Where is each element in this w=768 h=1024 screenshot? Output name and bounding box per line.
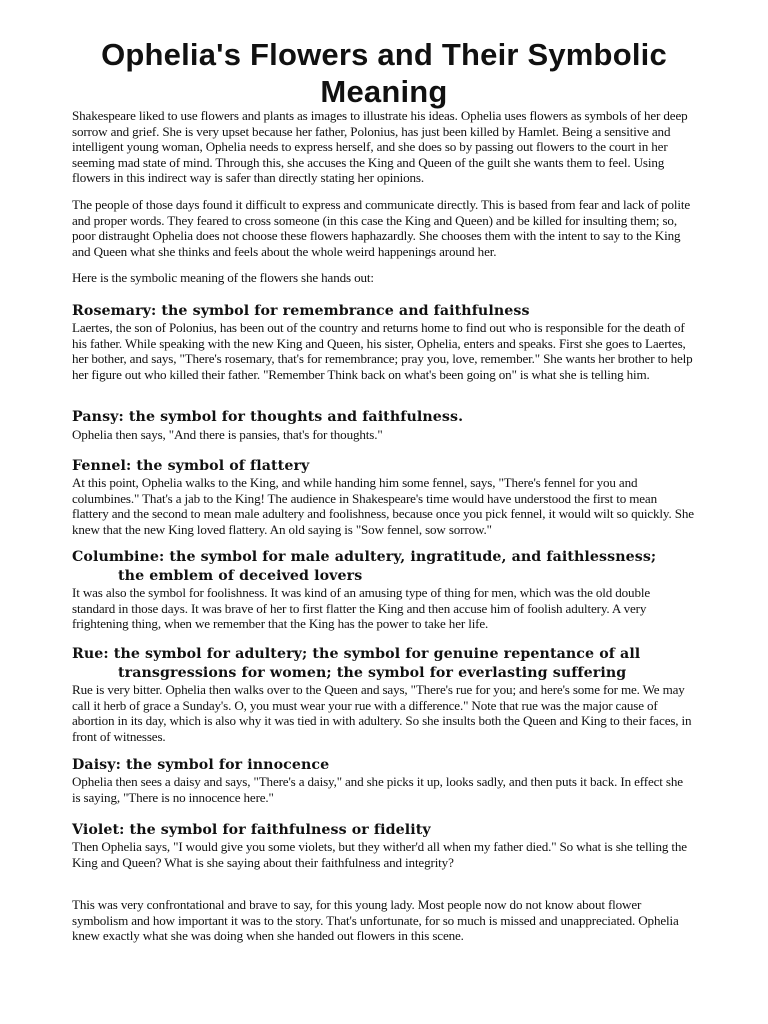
section-heading-violet <box>72 821 712 840</box>
section-body-rue: Rue is very bitter. Ophelia then walks over to the Queen and says, "There's rue for you; and here's some for me. We may call it herb of grace a Sunday's. O, you must wear your rue with a difference." Note that rue was the major cause of abortion in its day, which is also why it was tied in with adultery. So she insults both the Queen and King to their faces, in front of witnesses. <box>72 682 692 744</box>
page-title: Ophelia's Flowers and Their Symbolic Meaning <box>101 37 667 109</box>
section-body-rosemary: Laertes, the son of Polonius, has been out of the country and returns home to find out who is responsible for the death of his father. While speaking with the new King and Queen, his sister, Ophelia, enters and speaks. First she goes to Laertes, her bother, and says, "There's rosemary, that's for remembrance; pray you, love, remember." She wants her brother to help her figure out who killed their father. "Remember Think back on what's been going on" is what she is telling him. <box>72 320 693 382</box>
section-body-fennel: At this point, Ophelia walks to the King, and while handing him some fennel, says, "There's fennel for you and columbines." That's a jab to the King! The audience in Shakespeare's time would have understood the first to mean flattery and the second to mean male adultery and foolishness, because once you pick fennel, it would wilt so quickly. She knew that the new King loved flattery. An old saying is "Sow fennel, sow sorrow." <box>72 475 694 537</box>
section-heading-rosemary <box>72 302 712 321</box>
section-heading-fennel <box>72 457 712 476</box>
intro-paragraph: Here is the symbolic meaning of the flowers she hands out: <box>72 270 374 285</box>
intro-paragraph: Shakespeare liked to use flowers and plants as images to illustrate his ideas. Ophelia uses flowers as symbols of her deep sorrow and grief. She is very upset because her father, Polonius, has just been killed by Hamlet. Being a sensitive and intelligent young woman, Ophelia needs to express herself, and she does so by passing out flowers to the court in her seeming mad state of mind. Through this, she accuses the King and Queen of the guilt she wants them to feel. Using flowers in this indirect way is safer than directly stating her opinions. <box>72 108 688 186</box>
section-heading-text: Violet: the symbol for faithfulness or fidelity <box>72 822 431 838</box>
section-heading-columbine <box>72 548 712 585</box>
closing-paragraph: This was very confrontational and brave to say, for this young lady. Most people now do not know about flower symbolism and how important it was to the story. That's unfortunate, for so much is missed and unappreciated. Ophelia knew exactly what she was doing when she handed out flowers in this scene. <box>72 897 679 944</box>
section-heading-text: Rosemary: the symbol for remembrance and faithfulness <box>72 303 530 319</box>
section-heading-text: Rue: the symbol for adultery; the symbol for genuine repentance of all <box>72 646 641 662</box>
section-body-daisy: Ophelia then sees a daisy and says, "There's a daisy," and she picks it up, looks sadly, and then puts it back. In effect she is saying, "There is no innocence here." <box>72 774 683 805</box>
section-heading-rue <box>72 645 712 682</box>
section-heading-continuation: the emblem of deceived lovers <box>118 567 363 584</box>
section-heading-text: Columbine: the symbol for male adultery, ingratitude, and faithlessness; <box>72 549 657 565</box>
section-body-pansy: Ophelia then says, "And there is pansies, that's for thoughts." <box>72 427 383 442</box>
section-heading-text: Pansy: the symbol for thoughts and faithfulness. <box>72 409 464 425</box>
intro-paragraph: The people of those days found it difficult to express and communicate directly. This is based from fear and lack of polite and proper words. They feared to cross someone (in this case the King and Queen) and be killed for insulting them; so, poor distraught Ophelia does not choose these flowers haphazardly. She chooses them with the intent to say to the King and Queen what she thinks and feels about the whole weird happenings around her. <box>72 197 690 259</box>
section-heading-continuation: transgressions for women; the symbol for everlasting suffering <box>118 664 627 681</box>
section-heading-text: Daisy: the symbol for innocence <box>72 757 330 773</box>
section-heading-text: Fennel: the symbol of flattery <box>72 458 310 474</box>
section-body-violet: Then Ophelia says, "I would give you some violets, but they wither'd all when my father died." So what is she telling the King and Queen? What is she saying about their faithfulness and integrity? <box>72 839 687 870</box>
section-heading-pansy <box>72 408 712 427</box>
section-heading-daisy <box>72 756 712 775</box>
section-body-columbine: It was also the symbol for foolishness. It was kind of an amusing type of thing for men, which was the old double standard in those days. It was brave of her to first flatter the King and then accuse him of foolish adultery. A very frightening thing, when we remember that the King has the power to take her life. <box>72 585 650 632</box>
